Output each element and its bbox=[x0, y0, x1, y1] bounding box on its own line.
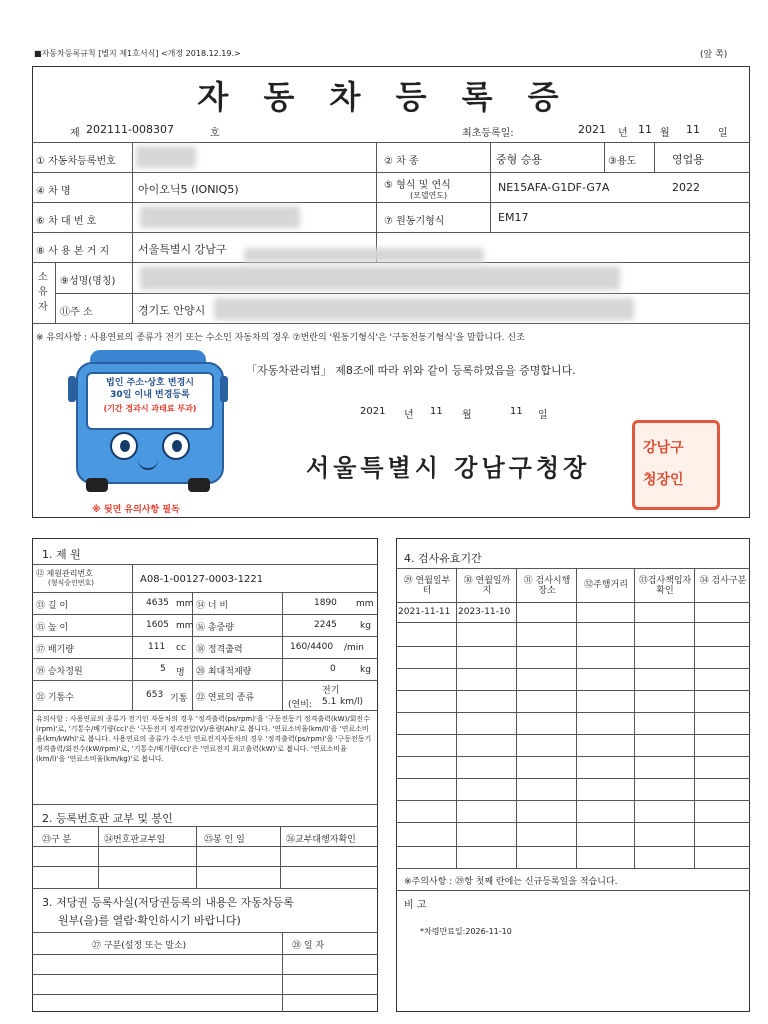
displacement-value: 111 bbox=[148, 642, 166, 652]
seats-label: ⑲ 승차정원 bbox=[36, 667, 83, 677]
first-reg-day: 11 bbox=[686, 123, 700, 136]
remarks-value: *차령만료일:2026-11-10 bbox=[420, 927, 512, 936]
issue-d: 일 bbox=[538, 410, 548, 421]
redacted-vin bbox=[140, 206, 300, 228]
issue-day: 11 bbox=[510, 406, 523, 417]
width-label: ⑭ 너 비 bbox=[196, 601, 229, 611]
base-label: ⑧ 사 용 본 거 지 bbox=[36, 246, 110, 257]
spec-section-title: 1. 제 원 bbox=[42, 548, 81, 561]
usage-notice: ※ 유의사항 : 사용연료의 종류가 전기 또는 수소인 자동차의 경우 ⑦번란의 '원동기형식'은 '구동전동기형식'을 말합니다. 신조 bbox=[36, 333, 525, 343]
issue-month: 11 bbox=[430, 406, 443, 417]
mortgage-section-title-1: 3. 저당권 등록사실(저당권등록의 내용은 자동차등록 bbox=[42, 896, 294, 909]
max-load-unit: kg bbox=[360, 665, 371, 675]
approval-label: ⑫ 제원관리번호 bbox=[36, 569, 93, 578]
issuer-name: 서울특별시 강남구청장 bbox=[306, 453, 591, 482]
height-label: ⑮ 높 이 bbox=[36, 623, 69, 633]
inspection-col-place: ㉛ 검사시행장소 bbox=[523, 576, 571, 596]
first-reg-m: 월 bbox=[660, 128, 670, 139]
page-side-label: (앞 쪽) bbox=[700, 50, 728, 60]
inspection-row-1-from: 2021-11-11 bbox=[398, 607, 451, 617]
inspection-row-1-to: 2023-11-10 bbox=[458, 607, 511, 617]
inspection-col-type: ㉞ 검사구분 bbox=[699, 576, 747, 586]
weight-unit: kg bbox=[360, 621, 371, 631]
power-value: 160/4400 bbox=[290, 642, 334, 652]
mortgage-section-title-2: 원부(을)를 열람·확인하시기 바랍니다) bbox=[58, 914, 241, 927]
first-reg-d: 일 bbox=[718, 128, 728, 139]
issue-year: 2021 bbox=[360, 406, 386, 417]
badge-line-1: 법인 주소·상호 변경시 bbox=[106, 378, 194, 388]
model-value: NE15AFA-G1DF-G7A bbox=[498, 181, 610, 194]
inspection-col-from: ㉙ 연월일부터 bbox=[403, 576, 451, 596]
cert-number-suffix: 호 bbox=[210, 128, 220, 139]
redacted-base-address bbox=[244, 248, 484, 262]
base-value: 서울특별시 강남구 bbox=[138, 243, 227, 256]
weight-label: ⑯ 총중량 bbox=[196, 623, 234, 633]
plates-col-seal-date: ㉕봉 인 일 bbox=[204, 835, 245, 845]
plates-col-agent: ㉖교부대행자확인 bbox=[286, 835, 356, 845]
efficiency-unit: km/l) bbox=[340, 697, 364, 707]
badge-footer: ※ 뒷면 유의사항 필독 bbox=[92, 505, 180, 515]
official-seal-stamp bbox=[632, 420, 720, 510]
length-unit: mm bbox=[176, 599, 194, 609]
engine-value: EM17 bbox=[498, 211, 529, 224]
efficiency-value: 5.1 bbox=[322, 697, 337, 707]
inspection-col-to: ㉚ 연월일까지 bbox=[463, 576, 511, 596]
width-unit: mm bbox=[356, 599, 374, 609]
cert-number-prefix: 제 bbox=[70, 128, 80, 139]
height-value: 1605 bbox=[146, 620, 169, 630]
seats-unit: 명 bbox=[176, 668, 185, 678]
inspection-section-title: 4. 검사유효기간 bbox=[404, 552, 482, 565]
power-unit: /min bbox=[344, 643, 365, 653]
plates-col-type: ㉓구 분 bbox=[42, 835, 72, 845]
first-reg-month: 11 bbox=[638, 123, 652, 136]
width-value: 1890 bbox=[314, 598, 337, 608]
first-reg-label: 최초등록일: bbox=[462, 128, 514, 139]
vehicle-type-value: 중형 승용 bbox=[496, 153, 543, 166]
reg-no-label: ① 자동차등록번호 bbox=[36, 156, 116, 167]
inspection-col-mileage: ㉜주행거리 bbox=[584, 580, 628, 590]
stamp-text-2: 청장인 bbox=[643, 472, 684, 488]
redacted-owner-name bbox=[140, 266, 620, 290]
approval-value: A08-1-00127-0003-1221 bbox=[140, 574, 264, 585]
plates-section-title: 2. 등록번호판 교부 및 봉인 bbox=[42, 812, 173, 825]
inspection-note: ※주의사항 : ㉙항 첫째 란에는 신규등록일을 적습니다. bbox=[404, 877, 618, 887]
cert-number: 202111-008307 bbox=[86, 123, 174, 136]
displacement-label: ⑰ 배기량 bbox=[36, 645, 74, 655]
displacement-unit: cc bbox=[176, 643, 186, 653]
inspection-col-inspector: ㉝검사책임자 확인 bbox=[638, 576, 692, 596]
redacted-reg-no bbox=[136, 146, 196, 168]
cylinders-value: 653 bbox=[146, 690, 164, 700]
vehicle-name-label: ④ 차 명 bbox=[36, 186, 71, 197]
owner-side-label: 소유자 bbox=[38, 272, 48, 313]
bus-eye-right bbox=[162, 432, 190, 460]
issue-m: 월 bbox=[462, 410, 472, 421]
seats-value: 5 bbox=[160, 664, 166, 674]
length-label: ⑬ 길 이 bbox=[36, 601, 69, 611]
mortgage-col-type: ㉗ 구분(설정 또는 말소) bbox=[92, 941, 187, 951]
first-reg-y: 년 bbox=[618, 128, 628, 139]
owner-address-label: ⑪주 소 bbox=[60, 307, 93, 318]
owner-address-value: 경기도 안양시 bbox=[138, 304, 206, 317]
stamp-text-1: 강남구 bbox=[643, 440, 684, 456]
length-value: 4635 bbox=[146, 598, 169, 608]
use-value: 영업용 bbox=[672, 153, 704, 166]
certify-statement: 「자동차관리법」 제8조에 따라 위와 같이 등록하였음을 증명합니다. bbox=[246, 364, 576, 377]
bus-illustration bbox=[68, 350, 228, 500]
model-label: ⑤ 형식 및 연식 bbox=[384, 180, 451, 191]
spec-note: 유의사항 : 사용연료의 종류가 전기인 자동차의 경우 '정격출력(ps/rpm)'을 '구동전동기 정격출력(kW)/회전수(rpm)'로, '기통수/배기량(cc)'은 '구동전지 정격전압(V)/용량(Ah)'로 봅니다. '연료소비율(km/l)'을 '연료소비율(km/kWh)'로 봅니다. 사용연료의 종류가 수소인 연료전지자동차의 경우 '정격출력(ps/rpm)'을 '구동전동기 정격출력/회전수(kW/rpm)'로, '기통수/배기량(cc)'은 '연료전지 최고출력(kW)'로 봅니다. '연료소비율(km/l)'을 '연료소비율(km/kg)'로 봅니다. bbox=[36, 715, 372, 763]
cylinders-label: ㉑ 기통수 bbox=[36, 693, 74, 703]
remarks-label: 비 고 bbox=[404, 900, 427, 911]
model-year: 2022 bbox=[672, 181, 700, 194]
use-label: ③용도 bbox=[608, 156, 637, 167]
max-load-value: 0 bbox=[330, 664, 336, 674]
document-title: 자 동 차 등 록 증 bbox=[197, 78, 571, 116]
owner-name-label: ⑨성명(명칭) bbox=[60, 276, 116, 287]
issue-y: 년 bbox=[404, 410, 414, 421]
vehicle-type-label: ② 차 종 bbox=[384, 156, 419, 167]
power-label: ⑱ 정격출력 bbox=[196, 645, 243, 655]
first-reg-year: 2021 bbox=[578, 123, 606, 136]
approval-label-2: (형식승인번호) bbox=[48, 579, 95, 587]
max-load-label: ⑳ 최대적재량 bbox=[196, 667, 252, 677]
badge-line-3: (기간 경과시 과태료 부과) bbox=[103, 404, 197, 413]
weight-value: 2245 bbox=[314, 620, 337, 630]
cylinders-unit: 기통 bbox=[170, 694, 188, 704]
height-unit: mm bbox=[176, 621, 194, 631]
redacted-owner-address bbox=[214, 298, 634, 320]
mortgage-col-date: ㉘ 일 자 bbox=[292, 941, 325, 951]
model-label-2: (모델연도) bbox=[410, 191, 448, 200]
engine-label: ⑦ 원동기형식 bbox=[384, 216, 445, 227]
regulation-header: ■자동차등록규칙 [별지 제1호서식] <개정 2018.12.19.> bbox=[34, 49, 241, 58]
efficiency-label: (연비: bbox=[288, 700, 312, 710]
badge-line-2: 30일 이내 변경등록 bbox=[110, 390, 190, 400]
plates-col-issue-date: ㉔번호판교부일 bbox=[104, 835, 166, 845]
vin-label: ⑥ 차 대 번 호 bbox=[36, 216, 97, 227]
vehicle-name-value: 아이오닉5 (IONIQ5) bbox=[138, 183, 239, 196]
bus-eye-left bbox=[110, 432, 138, 460]
fuel-label: ㉒ 연료의 종류 bbox=[196, 693, 255, 703]
fuel-value: 전기 bbox=[322, 686, 340, 696]
